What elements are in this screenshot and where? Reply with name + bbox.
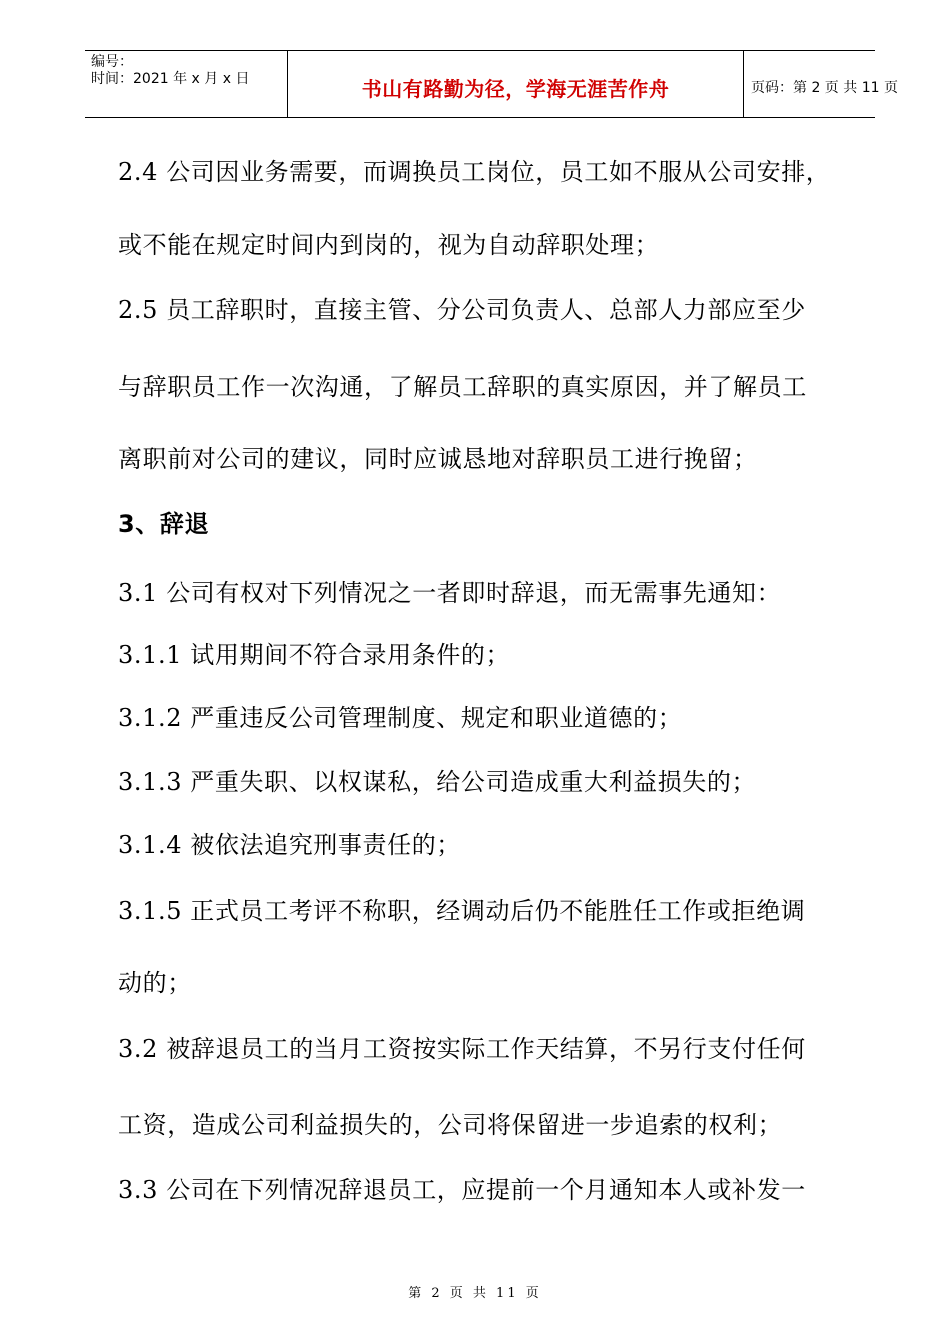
date-label: 时间：2021 年 x 月 x 日 xyxy=(91,71,250,87)
text-line: 3.1.1 试用期间不符合录用条件的； xyxy=(118,641,511,669)
text-line: 与辞职员工作一次沟通，了解员工辞职的真实原因，并了解员工 xyxy=(118,373,807,401)
header-meta-cell xyxy=(85,51,287,117)
text-line: 3.2 被辞退员工的当月工资按实际工作天结算，不另行支付任何 xyxy=(118,1035,806,1063)
section-heading: 3、辞退 xyxy=(118,510,210,538)
footer-page-number: 第 2 页 共 11 页 xyxy=(408,1286,542,1301)
text-line: 2.5 员工辞职时，直接主管、分公司负责人、总部人力部应至少 xyxy=(118,296,806,324)
text-line: 2.4 公司因业务需要，而调换员工岗位，员工如不服从公司安排， xyxy=(118,158,831,186)
text-line: 或不能在规定时间内到岗的，视为自动辞职处理； xyxy=(118,231,660,259)
text-line: 3.1 公司有权对下列情况之一者即时辞退，而无需事先通知： xyxy=(118,579,782,607)
text-line: 离职前对公司的建议，同时应诚恳地对辞职员工进行挽留； xyxy=(118,445,758,473)
page-header xyxy=(85,50,898,118)
serial-label: 编号： xyxy=(91,54,133,70)
text-line: 工资，造成公司利益损失的，公司将保留进一步追索的权利； xyxy=(118,1111,783,1139)
text-line: 3.1.2 严重违反公司管理制度、规定和职业道德的； xyxy=(118,704,683,732)
text-line: 3.1.4 被依法追究刑事责任的； xyxy=(118,831,461,859)
header-page-label: 页码：第 2 页 共 11 页 xyxy=(751,80,898,96)
text-line: 3.1.5 正式员工考评不称职，经调动后仍不能胜任工作或拒绝调 xyxy=(118,897,806,925)
text-line: 动的； xyxy=(118,969,192,997)
motto: 书山有路勤为径，学海无涯苦作舟 xyxy=(361,77,670,101)
text-line: 3.1.3 严重失职、以权谋私，给公司造成重大利益损失的； xyxy=(118,768,757,796)
header-page-cell xyxy=(743,51,898,117)
header-motto-cell xyxy=(287,51,744,117)
text-line: 3.3 公司在下列情况辞退员工，应提前一个月通知本人或补发一 xyxy=(118,1176,806,1204)
